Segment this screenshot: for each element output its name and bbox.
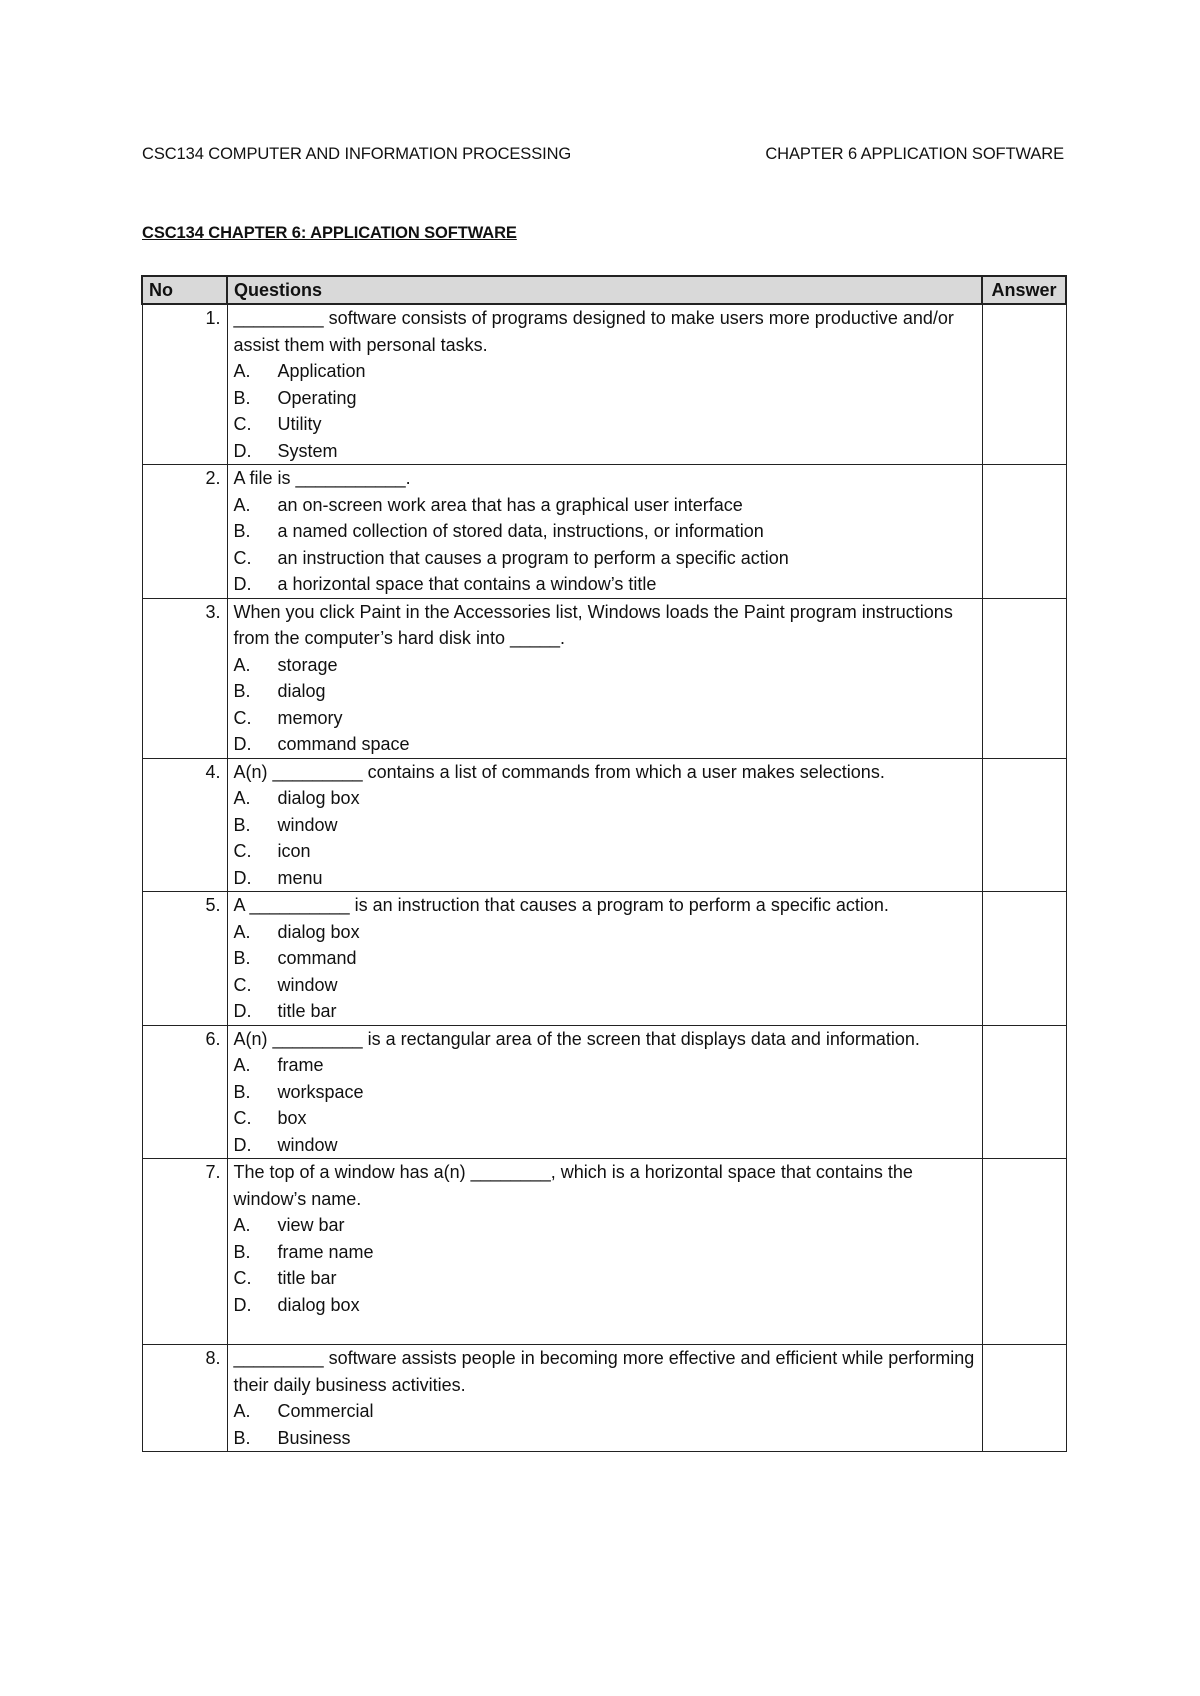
option-text: icon <box>277 841 311 861</box>
question-cell <box>227 1345 982 1452</box>
option-a <box>234 1052 976 1079</box>
table-header-row <box>142 276 1066 304</box>
option-letter: B. <box>233 814 251 835</box>
question-cell <box>227 304 982 465</box>
question-text: A file is ___________. <box>233 468 411 488</box>
question-text: The top of a window has a(n) ________, which is a horizontal space that contains the window’s name. <box>233 1162 913 1209</box>
table-row <box>142 1159 1066 1345</box>
option-b <box>234 518 976 545</box>
option-letter: B. <box>233 681 251 701</box>
option-letter: B. <box>233 521 251 541</box>
table-row <box>142 598 1066 758</box>
table-row <box>142 465 1066 599</box>
option-text: title bar <box>277 1001 337 1021</box>
option-text: Business <box>277 1427 351 1448</box>
option-c <box>234 1105 976 1132</box>
option-d <box>234 571 976 598</box>
column-header-questions: Questions <box>227 276 982 304</box>
option-letter: C. <box>233 414 252 434</box>
option-text: view bar <box>277 1215 345 1235</box>
option-d <box>234 438 976 465</box>
table-row <box>142 758 1066 892</box>
option-text: dialog box <box>277 1294 360 1315</box>
option-letter: A. <box>233 361 251 381</box>
question-number: 8. <box>142 1345 227 1452</box>
option-letter: B. <box>233 1081 251 1102</box>
question-number: 6. <box>142 1025 227 1159</box>
table-row <box>142 1025 1066 1159</box>
blank-line <box>234 1318 976 1344</box>
option-letter: B. <box>233 1241 251 1262</box>
option-text: dialog box <box>277 921 360 942</box>
question-number: 7. <box>142 1159 227 1345</box>
question-number: 2. <box>142 465 227 599</box>
question-cell <box>227 1159 982 1345</box>
question-table <box>141 275 1067 1452</box>
option-b <box>234 1239 976 1266</box>
column-header-no: No <box>142 276 227 304</box>
option-a <box>234 1398 976 1425</box>
option-text: storage <box>277 654 338 675</box>
option-text: command space <box>277 734 410 754</box>
question-text: When you click Paint in the Accessories list, Windows loads the Paint program instructions from the computer’s hard disk into _____. <box>233 601 953 648</box>
answer-cell[interactable] <box>982 892 1066 1026</box>
option-letter: D. <box>233 440 252 461</box>
option-letter: D. <box>233 734 252 754</box>
option-letter: A. <box>233 1215 251 1235</box>
option-text: a named collection of stored data, instructions, or information <box>277 521 764 541</box>
option-letter: C. <box>233 547 252 568</box>
option-text: command <box>277 948 357 968</box>
option-letter: A. <box>233 921 251 942</box>
answer-cell[interactable] <box>982 465 1066 599</box>
option-text: frame name <box>277 1241 374 1262</box>
option-letter: A. <box>233 494 251 515</box>
question-text: A __________ is an instruction that causes a program to perform a specific action. <box>233 895 889 915</box>
option-text: menu <box>277 867 323 888</box>
answer-cell[interactable] <box>982 758 1066 892</box>
option-letter: A. <box>233 1055 251 1075</box>
option-b <box>234 385 976 412</box>
option-a <box>234 1212 976 1239</box>
option-d <box>234 865 976 892</box>
option-text: window <box>277 814 338 835</box>
option-b <box>234 945 976 972</box>
option-b <box>234 678 976 705</box>
option-letter: C. <box>233 707 252 728</box>
option-b <box>234 812 976 839</box>
option-text: frame <box>277 1055 324 1075</box>
option-text: an instruction that causes a program to perform a specific action <box>277 547 789 568</box>
answer-cell[interactable] <box>982 1025 1066 1159</box>
option-a <box>234 358 976 385</box>
question-number: 3. <box>142 598 227 758</box>
question-cell <box>227 465 982 599</box>
option-a <box>234 785 976 812</box>
question-number: 5. <box>142 892 227 1026</box>
option-c <box>234 1265 976 1292</box>
option-text: an on-screen work area that has a graphical user interface <box>277 494 743 515</box>
option-d <box>234 1132 976 1159</box>
option-letter: D. <box>233 867 252 888</box>
option-letter: A. <box>233 1401 251 1421</box>
answer-cell[interactable] <box>982 1345 1066 1452</box>
option-letter: D. <box>233 1134 252 1155</box>
option-letter: A. <box>233 654 251 675</box>
header-chapter-title: CHAPTER 6 APPLICATION SOFTWARE <box>765 145 1064 163</box>
answer-cell[interactable] <box>982 598 1066 758</box>
option-letter: D. <box>233 1294 252 1315</box>
option-letter: C. <box>233 1268 252 1288</box>
question-text: _________ software consists of programs designed to make users more productive and/or assist them with personal tasks. <box>233 308 954 355</box>
option-text: Operating <box>277 387 357 408</box>
option-text: box <box>277 1108 307 1128</box>
table-row <box>142 1345 1066 1452</box>
option-letter: D. <box>233 1001 252 1021</box>
option-c <box>234 705 976 732</box>
option-text: workspace <box>277 1081 364 1102</box>
page-header <box>142 145 1064 164</box>
option-a <box>234 919 976 946</box>
option-text: window <box>277 1134 338 1155</box>
option-text: a horizontal space that contains a window’s title <box>277 574 657 594</box>
answer-cell[interactable] <box>982 304 1066 465</box>
document-title: CSC134 CHAPTER 6: APPLICATION SOFTWARE <box>142 224 517 242</box>
option-text: Commercial <box>277 1401 374 1421</box>
option-letter: B. <box>233 1427 251 1448</box>
question-cell <box>227 892 982 1026</box>
question-cell <box>227 598 982 758</box>
option-letter: C. <box>233 841 252 861</box>
option-letter: D. <box>233 574 252 594</box>
question-text: A(n) _________ contains a list of commands from which a user makes selections. <box>233 761 885 782</box>
option-d <box>234 1292 976 1319</box>
option-c <box>234 838 976 865</box>
option-d <box>234 731 976 758</box>
question-text: _________ software assists people in becoming more effective and efficient while performing their daily business activities. <box>233 1348 975 1395</box>
option-a <box>234 652 976 679</box>
option-letter: A. <box>233 788 251 808</box>
option-letter: B. <box>233 948 251 968</box>
option-text: Utility <box>277 414 322 434</box>
option-a <box>234 492 976 519</box>
column-header-answer: Answer <box>982 276 1066 304</box>
option-d <box>234 998 976 1025</box>
option-c <box>234 972 976 999</box>
option-text: window <box>277 974 338 995</box>
option-c <box>234 545 976 572</box>
option-b <box>234 1425 976 1452</box>
option-letter: C. <box>233 974 252 995</box>
option-text: System <box>277 440 338 461</box>
answer-cell[interactable] <box>982 1159 1066 1345</box>
option-letter: C. <box>233 1108 252 1128</box>
option-text: Application <box>277 361 366 381</box>
option-c <box>234 411 976 438</box>
question-number: 1. <box>142 304 227 465</box>
question-text: A(n) _________ is a rectangular area of the screen that displays data and information. <box>233 1028 920 1049</box>
header-course-title: CSC134 COMPUTER AND INFORMATION PROCESSING <box>142 145 572 163</box>
question-cell <box>227 1025 982 1159</box>
option-b <box>234 1079 976 1106</box>
question-number: 4. <box>142 758 227 892</box>
option-text: memory <box>277 707 343 728</box>
option-text: dialog <box>277 681 326 701</box>
table-row <box>142 304 1066 465</box>
option-text: title bar <box>277 1268 337 1288</box>
table-row <box>142 892 1066 1026</box>
option-letter: B. <box>233 387 251 408</box>
question-cell <box>227 758 982 892</box>
option-text: dialog box <box>277 788 360 808</box>
